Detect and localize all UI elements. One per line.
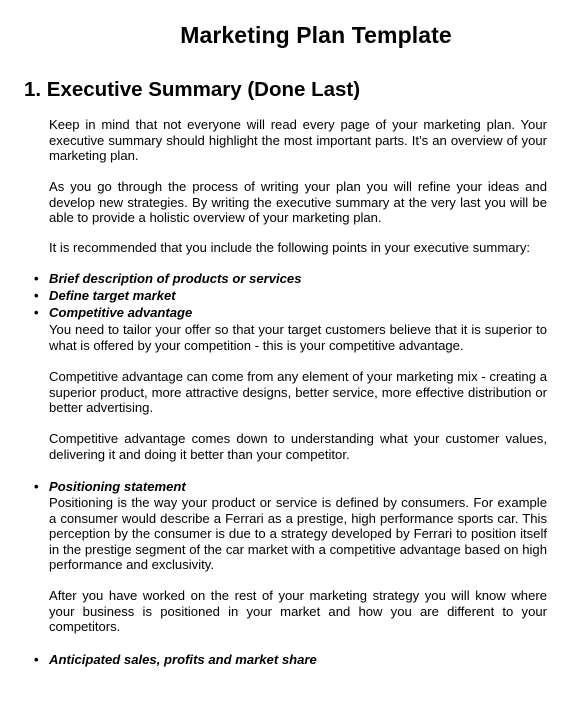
intro-paragraph-2 xyxy=(49,179,547,226)
bullet-label: Competitive advantage xyxy=(49,305,193,320)
paragraph-text: Keep in mind that not everyone will read every page of your marketing plan. Your executive summary should highlight the most important parts. It’s an overview of your marketing plan. xyxy=(49,117,547,163)
competitive-paragraph-1 xyxy=(49,322,547,353)
bullet-item-anticipated-sales xyxy=(34,651,547,668)
bullet-dot: • xyxy=(34,305,39,320)
bullet-dot: • xyxy=(34,271,39,286)
bullet-item-positioning xyxy=(34,478,547,495)
bullet-label: Positioning statement xyxy=(49,479,186,494)
bullet-list-positioning xyxy=(34,478,547,495)
bullet-item-competitive-advantage xyxy=(34,304,547,321)
intro-paragraph-3 xyxy=(49,240,547,256)
bullet-label: Define target market xyxy=(49,288,176,303)
bullet-label: Brief description of products or services xyxy=(49,271,302,286)
paragraph-text: After you have worked on the rest of your marketing strategy you will know where your business is positioned in your market and how you are different to your competitors. xyxy=(49,588,547,634)
paragraph-text: Competitive advantage can come from any element of your marketing mix - creating a superior product, more attractive designs, better service, more effective distribution or better advertising. xyxy=(49,369,547,415)
paragraph-text: Positioning is the way your product or service is defined by consumers. For example a consumer would describe a Ferrari as a prestige, high performance sports car. This perception by the consumer is due to a strategy developed by Ferrari to position itself in the prestige segment of the car market with a competitive advantage based on high performance and exclusivity. xyxy=(49,495,547,572)
bullet-dot: • xyxy=(34,288,39,303)
bullet-item-target-market xyxy=(34,287,547,304)
section-heading: 1. Executive Summary (Done Last) xyxy=(24,78,361,101)
competitive-paragraph-2 xyxy=(49,369,547,416)
bullet-dot: • xyxy=(34,479,39,494)
bullet-list-top xyxy=(34,270,547,321)
paragraph-text: As you go through the process of writing your plan you will refine your ideas and develop new strategies. By writing the executive summary at the very last you will be able to provide a holistic overview of your marketing plan. xyxy=(49,179,547,225)
bullet-label: Anticipated sales, profits and market share xyxy=(49,652,317,667)
document-title: Marketing Plan Template xyxy=(180,22,452,48)
competitive-paragraph-3 xyxy=(49,431,547,462)
positioning-paragraph-2 xyxy=(49,588,547,635)
bullet-list-sales xyxy=(34,651,547,668)
intro-paragraph-1 xyxy=(49,117,547,164)
paragraph-text: Competitive advantage comes down to understanding what your customer values, delivering it and doing it better than your competitor. xyxy=(49,431,547,462)
paragraph-text: You need to tailor your offer so that your target customers believe that it is superior to what is offered by your competition - this is your competitive advantage. xyxy=(49,322,547,353)
positioning-paragraph-1 xyxy=(49,495,547,573)
bullet-item-products xyxy=(34,270,547,287)
bullet-dot: • xyxy=(34,652,39,667)
paragraph-text: It is recommended that you include the following points in your executive summary: xyxy=(49,240,531,255)
